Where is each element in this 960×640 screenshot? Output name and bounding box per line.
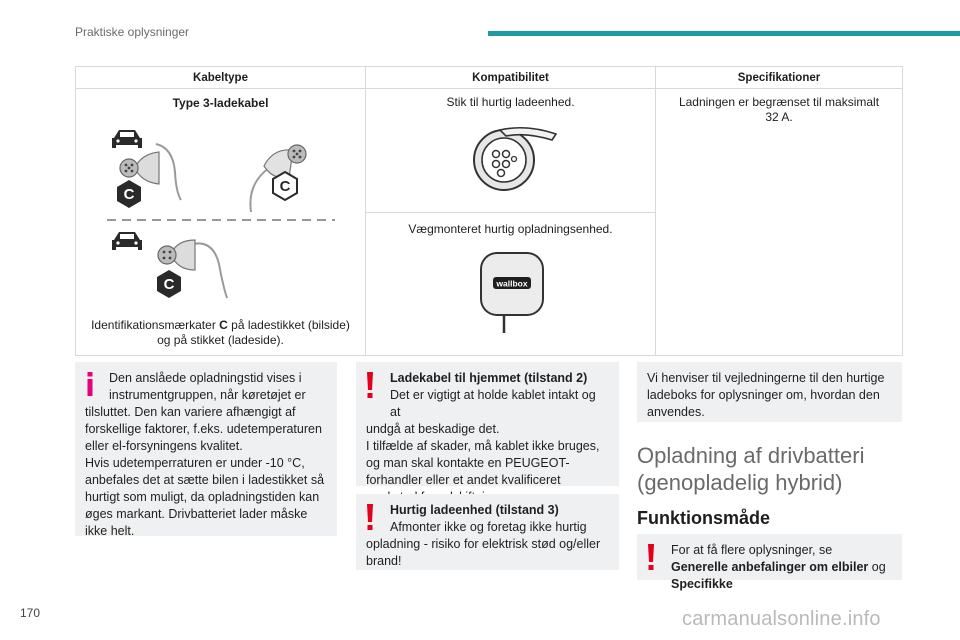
reference-note [637, 362, 902, 422]
wallbox-charger-illustration [471, 247, 551, 339]
reference-note-text: Vi henviser til vejledningerne til den hurtige ladeboks for oplysninger om, hvordan den anvendes. [647, 371, 885, 419]
info-note-text: tilsluttet. Den kan variere afhængigt af forskellige faktorer, f.eks. udetemperaturen eller el-forsyningens kvalitet. [85, 405, 322, 453]
column-header-cable-type: Kabeltype [76, 67, 366, 89]
column-header-compatibility: Kompatibilitet [366, 67, 656, 89]
cable-marker-caption: Identifikationsmærkater C på ladestikket (bilside) og på stikket (ladeside). [91, 318, 350, 347]
c-marker-socket [157, 270, 181, 298]
cable-type-cell [76, 89, 366, 356]
fast-charger-socket-illustration [456, 118, 566, 198]
marker-letter: C [279, 178, 290, 195]
fast-charger-warning-line1: Afmonter ikke og foretag ikke hurtig [390, 520, 587, 534]
fast-charger-warning [356, 494, 619, 570]
more-info-warning-text: For at få flere oplysninger, se Generelle anbefalinger om elbiler og Specifikke [671, 543, 886, 591]
watermark: carmanualsonline.info [682, 608, 881, 630]
c-marker-vehicle [117, 180, 141, 208]
specifications-cell [656, 89, 903, 356]
warning-icon [647, 544, 655, 570]
column-header-specifications: Specifikationer [656, 67, 903, 89]
cable-spec-table [75, 66, 903, 356]
car-icon [112, 232, 142, 250]
marker-letter: C [123, 186, 134, 203]
marker-letter: C [163, 276, 174, 293]
header-section-title: Praktiske oplysninger [75, 25, 190, 39]
home-cable-warning-line1: Det er vigtigt at holde kablet intakt og at [390, 388, 596, 419]
header-accent-bar [488, 31, 960, 36]
home-cable-warning-text-2: I tilfælde af skader, må kablet ikke bruges, og man skal kontakte en PEUGEOT-forhandler eller et andet kvalificeret [366, 439, 600, 487]
warning-icon [366, 504, 374, 530]
wallbox-logo-text: wallbox [495, 278, 528, 289]
compatibility-wallbox [366, 222, 655, 339]
compatibility-cell [366, 89, 656, 356]
home-cable-warning-text: undgå at beskadige det. [366, 422, 500, 436]
car-icon [112, 130, 142, 148]
info-note [75, 362, 337, 536]
info-icon [85, 372, 95, 396]
compatibility-item-wallbox: Vægmonteret hurtig opladningsenhed. [408, 222, 613, 236]
compatibility-item-socket: Stik til hurtig ladeenhed. [446, 95, 575, 109]
section-heading-charging: Opladning af drivbatteri (genopladelig hybrid) [637, 443, 865, 495]
cable-type-title: Type 3-ladekabel [172, 96, 269, 110]
warning-icon [366, 372, 374, 398]
page-number: 170 [20, 606, 41, 620]
home-cable-warning [356, 362, 619, 486]
home-cable-warning-title: Ladekabel til hjemmet (tilstand 2) [390, 371, 588, 385]
info-note-text-2: Hvis udetemperraturen er under -10 °C, anbefales det at sætte bilen i ladestikket så hurtigt som muligt, da opladningstiden kan øges markant. Drivbatteriet lader måske ikke helt. [85, 456, 325, 538]
fast-charger-warning-title: Hurtig ladeenhed (tilstand 3) [390, 503, 559, 517]
more-info-warning [637, 534, 902, 591]
compatibility-fast-socket [366, 95, 655, 213]
section-heading-operation: Funktionsmåde [637, 508, 771, 528]
fast-charger-warning-text: opladning - risiko for elektrisk stød og/eller brand! [366, 537, 601, 568]
type3-cable-illustration [101, 114, 341, 312]
info-note-line1: Den anslåede opladningstid vises i instrumentgruppen, når køretøjet er [109, 371, 306, 402]
c-marker-charger [273, 172, 297, 200]
specification-text: Ladningen er begrænset til maksimalt 32 A. [678, 95, 880, 124]
